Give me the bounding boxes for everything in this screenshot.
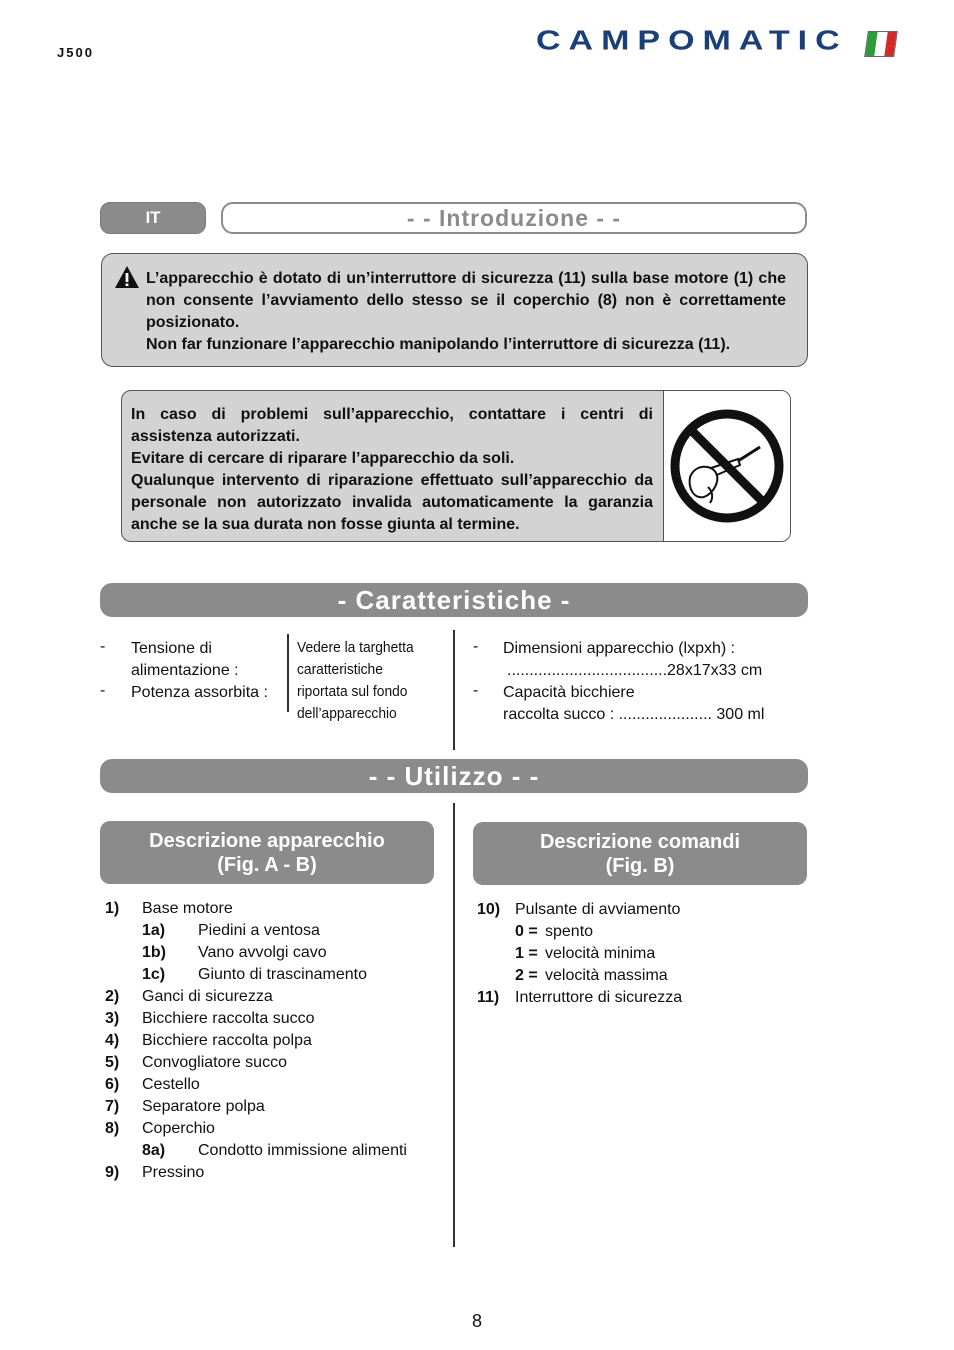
divider-line [287,634,289,712]
column-divider [453,630,455,750]
bullet-dash: - [100,638,106,655]
list-item [0,898,454,920]
item-label: Piedini a ventosa [198,922,320,939]
item-label: Bicchiere raccolta polpa [142,1032,312,1049]
service-info-text [131,404,653,536]
list-item [0,1030,454,1052]
item-label: Convogliatore succo [142,1054,287,1071]
item-label: spento [545,923,594,940]
apparecchio-list [0,898,454,1184]
item-label: Vano avvolgi cavo [198,944,327,961]
item-label: Coperchio [142,1120,215,1137]
item-number: 8a) [142,1142,166,1159]
item-number: 9) [105,1164,120,1181]
item-label: Ganci di sicurezza [142,988,273,1005]
italy-flag-icon [864,31,898,57]
info-line: In caso di problemi sull’apparecchio, contattare i centri di assistenza autorizzati. [131,406,653,445]
info-line: Evitare di cercare di riparare l’apparecchio da soli. [131,450,515,467]
dimensions-label: Dimensioni apparecchio (lxpxh) : [503,640,736,657]
capacity-label: Capacità bicchiere raccolta succo : ..................... 300 ml [503,684,765,723]
model-label: J500 [57,45,94,60]
no-repair-illustration [663,391,790,541]
info-line: Qualunque intervento di riparazione effettuato sull’apparecchio da personale non autorizzato invalida automaticamente la garanzia anche se la sua durata non fosse giunta al termine. [131,472,653,533]
item-label: velocità minima [545,945,656,962]
item-label: Cestello [142,1076,200,1093]
item-number: 6) [105,1076,120,1093]
item-label: Pulsante di avviamento [515,901,681,918]
warning-text [146,268,786,356]
item-number: 7) [105,1098,120,1115]
item-label: Giunto di trascinamento [198,966,367,983]
language-badge: IT [100,202,206,234]
item-number: 1a) [142,922,166,939]
item-number: 1b) [142,944,166,961]
power-label: Potenza assorbita : [131,684,268,701]
list-item [0,1118,454,1140]
item-label: Condotto immissione alimenti [198,1142,407,1159]
list-item [454,987,854,1009]
list-item [0,964,454,986]
item-number: 11) [477,989,500,1006]
item-number: 2 = [515,967,538,984]
list-item [0,1140,454,1162]
list-item [0,942,454,964]
dimensions-value: ....................................28x17x33 cm [507,662,763,679]
bullet-dash: - [473,682,479,699]
item-label: velocità massima [545,967,668,984]
item-label: Pressino [142,1164,205,1181]
list-item [0,920,454,942]
item-number: 2) [105,988,120,1005]
comandi-list [454,899,854,1009]
page-number: 8 [471,1311,482,1331]
list-item [454,899,854,921]
item-number: 0 = [515,923,538,940]
list-item [0,1052,454,1074]
item-number: 1 = [515,945,538,962]
list-item [454,943,854,965]
section-utilizzo: - - Utilizzo - - [100,759,808,793]
warning-line: L’apparecchio è dotato di un’interruttore di sicurezza (11) sulla base motore (1) che non consente l’avviamento dello stesso se il coperchio (8) non è correttamente posizionato. [146,270,786,331]
item-number: 5) [105,1054,120,1071]
bullet-dash: - [473,638,479,655]
item-label: Interruttore di sicurezza [515,989,683,1006]
warning-icon [114,265,140,289]
list-item [0,1162,454,1184]
no-screwdriver-icon [668,407,786,525]
bullet-dash: - [100,682,106,699]
warning-line: Non far funzionare l’apparecchio manipolando l’interruttore di sicurezza (11). [146,336,731,353]
item-label: Bicchiere raccolta succo [142,1010,315,1027]
item-number: 10) [477,901,501,918]
item-number: 1c) [142,966,166,983]
list-item [0,1008,454,1030]
list-item [454,921,854,943]
section-caratteristiche: - Caratteristiche - [100,583,808,617]
item-label: Separatore polpa [142,1098,265,1115]
intro-title: - - Introduzione - - [221,202,807,234]
comandi-header: Descrizione comandi (Fig. B) [473,822,807,885]
item-number: 3) [105,1010,120,1027]
item-number: 1) [105,900,120,917]
list-item [0,1096,454,1118]
rating-plate-note: Vedere la targhetta caratteristiche riportata sul fondo dell’apparecchio [297,639,414,722]
list-item [0,986,454,1008]
brand-logo: CAMPOMATIC [536,25,848,57]
item-number: 8) [105,1120,120,1137]
item-number: 4) [105,1032,120,1049]
apparecchio-header: Descrizione apparecchio (Fig. A - B) [100,821,434,884]
list-item [454,965,854,987]
voltage-label: Tensione di alimentazione : [131,640,239,679]
item-label: Base motore [142,900,233,917]
list-item [0,1074,454,1096]
